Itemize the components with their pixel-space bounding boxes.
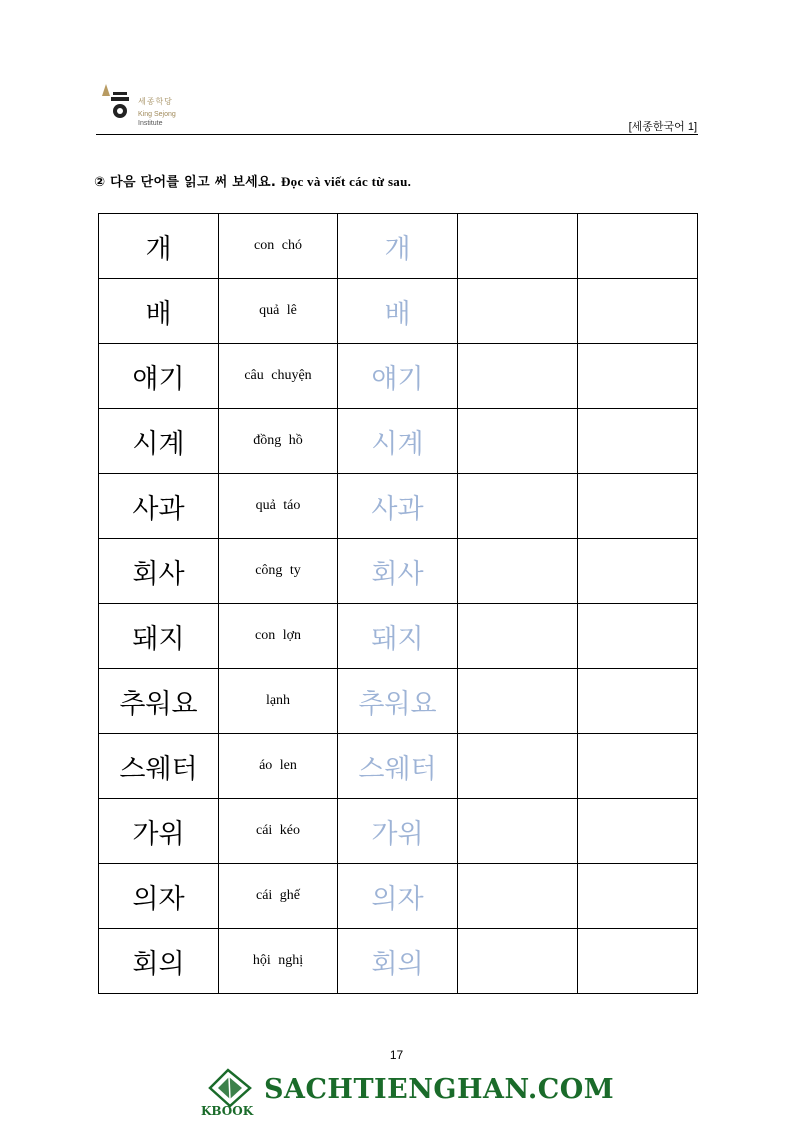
instruction-korean: 다음 단어를 읽고 써 보세요. (110, 175, 277, 190)
writing-practice-cell[interactable] (578, 214, 698, 279)
korean-word: 의자 (99, 864, 219, 929)
vietnamese-meaning: công ty (219, 539, 338, 604)
writing-practice-cell[interactable] (578, 799, 698, 864)
writing-practice-cell[interactable] (458, 214, 578, 279)
tracing-word: 개 (338, 214, 458, 279)
exercise-instruction (94, 171, 411, 190)
table-row (99, 409, 698, 474)
writing-practice-cell[interactable] (578, 539, 698, 604)
logo-english-text-2: Institute (138, 120, 163, 127)
king-sejong-logo-icon (100, 82, 136, 122)
vietnamese-meaning: cái kéo (219, 799, 338, 864)
tracing-word: 회의 (338, 929, 458, 994)
writing-practice-cell[interactable] (578, 344, 698, 409)
tracing-word: 얘기 (338, 344, 458, 409)
book-title: [세종한국어 1] (628, 121, 697, 133)
tracing-word: 회사 (338, 539, 458, 604)
tracing-word: 스웨터 (338, 734, 458, 799)
tracing-word: 사과 (338, 474, 458, 539)
writing-practice-cell[interactable] (458, 604, 578, 669)
tracing-word: 돼지 (338, 604, 458, 669)
writing-practice-cell[interactable] (578, 929, 698, 994)
writing-practice-cell[interactable] (458, 539, 578, 604)
korean-word: 스웨터 (99, 734, 219, 799)
writing-practice-cell[interactable] (458, 344, 578, 409)
vietnamese-meaning: con chó (219, 214, 338, 279)
korean-word: 회의 (99, 929, 219, 994)
tracing-word: 시계 (338, 409, 458, 474)
tracing-word: 의자 (338, 864, 458, 929)
instruction-vietnamese: Đọc và viết các từ sau. (280, 174, 412, 189)
korean-word: 돼지 (99, 604, 219, 669)
tracing-word: 가위 (338, 799, 458, 864)
table-row (99, 539, 698, 604)
website-name: SACHTIENGHAN.COM (264, 1074, 615, 1105)
vietnamese-meaning: cái ghế (219, 864, 338, 929)
korean-word: 추워요 (99, 669, 219, 734)
table-row (99, 604, 698, 669)
writing-practice-cell[interactable] (578, 864, 698, 929)
writing-practice-cell[interactable] (578, 279, 698, 344)
table-row (99, 929, 698, 994)
footer-branding (200, 1062, 620, 1118)
writing-practice-cell[interactable] (458, 474, 578, 539)
writing-practice-cell[interactable] (458, 799, 578, 864)
writing-practice-cell[interactable] (458, 279, 578, 344)
header-divider (96, 134, 698, 135)
publisher-name: KBOOK (201, 1104, 254, 1118)
korean-word: 시계 (99, 409, 219, 474)
table-row (99, 734, 698, 799)
vietnamese-meaning: áo len (219, 734, 338, 799)
vietnamese-meaning: đồng hồ (219, 409, 338, 474)
table-row (99, 474, 698, 539)
table-row (99, 344, 698, 409)
vietnamese-meaning: quả táo (219, 474, 338, 539)
exercise-number: ② (94, 175, 106, 190)
korean-word: 배 (99, 279, 219, 344)
korean-word: 개 (99, 214, 219, 279)
writing-practice-cell[interactable] (578, 409, 698, 474)
writing-practice-cell[interactable] (458, 669, 578, 734)
logo-korean-text: 세종학당 (138, 97, 173, 106)
vietnamese-meaning: hội nghị (219, 929, 338, 994)
writing-practice-cell[interactable] (458, 409, 578, 474)
writing-practice-cell[interactable] (458, 734, 578, 799)
writing-practice-cell[interactable] (578, 474, 698, 539)
writing-practice-cell[interactable] (578, 604, 698, 669)
writing-practice-cell[interactable] (458, 864, 578, 929)
table-row (99, 669, 698, 734)
korean-word: 가위 (99, 799, 219, 864)
vietnamese-meaning: con lợn (219, 604, 338, 669)
writing-practice-cell[interactable] (578, 734, 698, 799)
table-row (99, 864, 698, 929)
writing-practice-cell[interactable] (578, 669, 698, 734)
logo-english-text-1: King Sejong (138, 111, 176, 118)
tracing-word: 추워요 (338, 669, 458, 734)
vietnamese-meaning: quả lê (219, 279, 338, 344)
tracing-word: 배 (338, 279, 458, 344)
writing-practice-cell[interactable] (458, 929, 578, 994)
korean-word: 사과 (99, 474, 219, 539)
table-row (99, 799, 698, 864)
vietnamese-meaning: lạnh (219, 669, 338, 734)
institute-logo (100, 80, 210, 130)
vietnamese-meaning: câu chuyện (219, 344, 338, 409)
page-number: 17 (389, 1048, 404, 1062)
table-row (99, 279, 698, 344)
korean-word: 회사 (99, 539, 219, 604)
table-row (99, 214, 698, 279)
vocabulary-table (98, 213, 698, 994)
korean-word: 얘기 (99, 344, 219, 409)
